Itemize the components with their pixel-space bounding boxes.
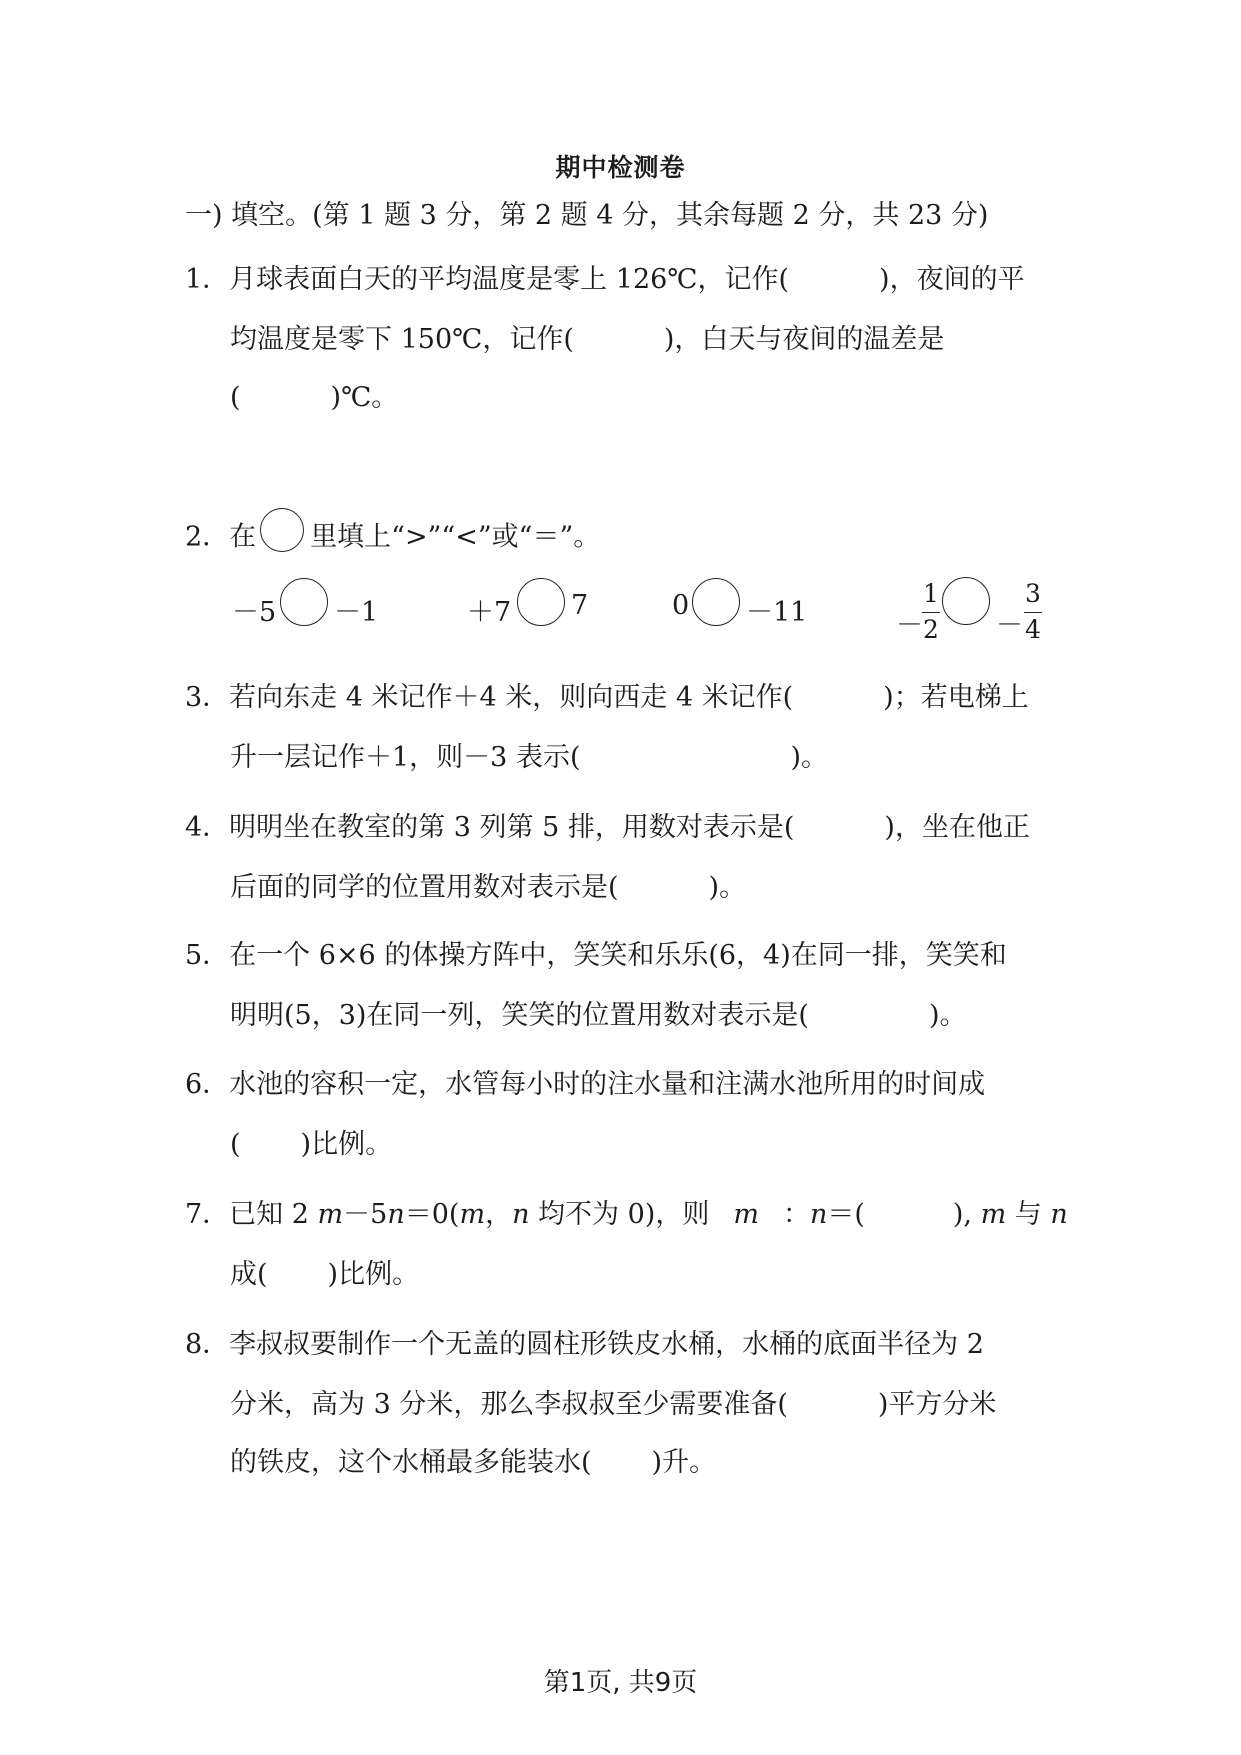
fraction-bar [922,612,940,613]
comparison-left: 0 [672,590,690,621]
var-n: n [512,1199,530,1230]
question-6-line-1: 6．水池的容积一定，水管每小时的注水量和注满水池所用的时间成 [185,1069,986,1100]
var-n: n [809,1199,828,1230]
q7-text: )比例。 [327,1259,420,1290]
comparison-right: －1 [334,597,379,628]
question-5-line-1: 5．在一个 6×6 的体操方阵中，笑笑和乐乐(6，4)在同一排，笑笑和 [185,940,1007,971]
q5-text: )。 [928,1000,967,1031]
question-8-line-1: 8．李叔叔要制作一个无盖的圆柱形铁皮水桶，水桶的底面半径为 2 [185,1329,984,1360]
q1-text: 均温度是零下 150℃，记作( [230,324,574,355]
question-1-line-3 [230,378,398,418]
q6-text: ( [230,1129,241,1160]
q4-text: )。 [708,872,747,903]
question-7-line-2 [230,1255,419,1295]
q6-text: )比例。 [300,1129,393,1160]
var-m: m [733,1199,759,1230]
comparison-right: 7 [571,590,589,621]
question-8-line-2 [230,1385,996,1425]
q1-text: )℃。 [330,382,399,413]
q8-text: 的铁皮，这个水桶最多能装水( [230,1447,592,1478]
q1-text: 1．月球表面白天的平均温度是零上 126℃，记作( [185,264,790,295]
q7-text: ), [952,1199,973,1230]
var-m: m [980,1199,1007,1230]
comparison-left: －5 [232,597,277,628]
q1-text: )，白天与夜间的温差是 [663,324,945,355]
q3-text: )；若电梯上 [883,682,1029,713]
page-title: 期中检测卷 [555,153,686,182]
page-footer: 第1页, 共9页 [543,1668,698,1698]
question-4-line-2 [230,868,746,908]
question-1-line-1 [185,260,1025,300]
comparison-right-sign: － [996,610,1023,641]
var-n: n [387,1199,405,1230]
q4-text: 4．明明坐在教室的第 3 列第 5 排，用数对表示是( [185,812,795,843]
fraction-numerator: 3 [1025,579,1041,608]
q3-text: 3．若向东走 4 米记作＋4 米，则向西走 4 米记作( [185,682,794,713]
question-6-line-2 [230,1125,392,1165]
comparison-right: －11 [746,597,808,628]
q2-text: 2．在 [185,521,257,553]
q7-text: ： [782,1199,810,1230]
q2-text: 里填上“>”“<”或“＝”。 [310,521,601,553]
var-m: m [459,1199,486,1230]
section-heading: 一) 填空。(第 1 题 3 分，第 2 题 4 分，其余每题 2 分，共 23 分) [185,200,989,231]
q7-text: ＝( [827,1199,865,1230]
fraction-denominator: 4 [1025,615,1041,644]
q7-text: ， [485,1199,513,1230]
fraction-bar [1024,612,1042,613]
comparison-circle[interactable] [517,578,565,626]
q5-text: 明明(5，3)在同一列，笑笑的位置用数对表示是( [230,1000,809,1031]
question-2-line-1 [185,516,600,560]
q4-text: 后面的同学的位置用数对表示是( [230,872,619,903]
var-m: m [317,1199,344,1230]
q3-text: )。 [790,742,829,773]
circle-icon [258,516,308,560]
q7-text: ＝0( [404,1199,460,1230]
q1-text: ( [230,382,241,413]
q7-text: 与 [1006,1199,1051,1230]
q7-text: 7．已知 2 [185,1199,309,1230]
fraction-denominator: 2 [923,615,939,644]
q3-text: 升一层记作＋1，则－3 表示( [230,742,581,773]
q8-text: 分米，高为 3 分米，那么李叔叔至少需要准备( [230,1389,788,1420]
q7-text: 成( [230,1259,268,1290]
q8-text: )升。 [651,1447,717,1478]
q8-text: )平方分米 [877,1389,997,1420]
comparison-circle[interactable] [692,578,740,626]
question-8-line-3 [230,1443,716,1483]
q1-text: )，夜间的平 [879,264,1025,295]
question-3-line-2 [230,738,828,778]
question-1-line-2 [230,320,944,360]
comparison-circle[interactable] [280,578,328,626]
comparison-circle[interactable] [942,577,990,625]
question-3-line-1 [185,678,1029,718]
q7-text: 均不为 0)，则 [529,1199,710,1230]
q4-text: )，坐在他正 [884,812,1030,843]
var-n: n [1050,1199,1068,1230]
question-7-line-1 [185,1195,1068,1235]
fraction-numerator: 1 [923,579,939,608]
comparison-left-sign: － [896,610,923,641]
question-4-line-1 [185,808,1030,848]
question-5-line-2 [230,996,967,1036]
comparison-left: ＋7 [467,597,512,628]
q7-text: －5 [343,1199,388,1230]
